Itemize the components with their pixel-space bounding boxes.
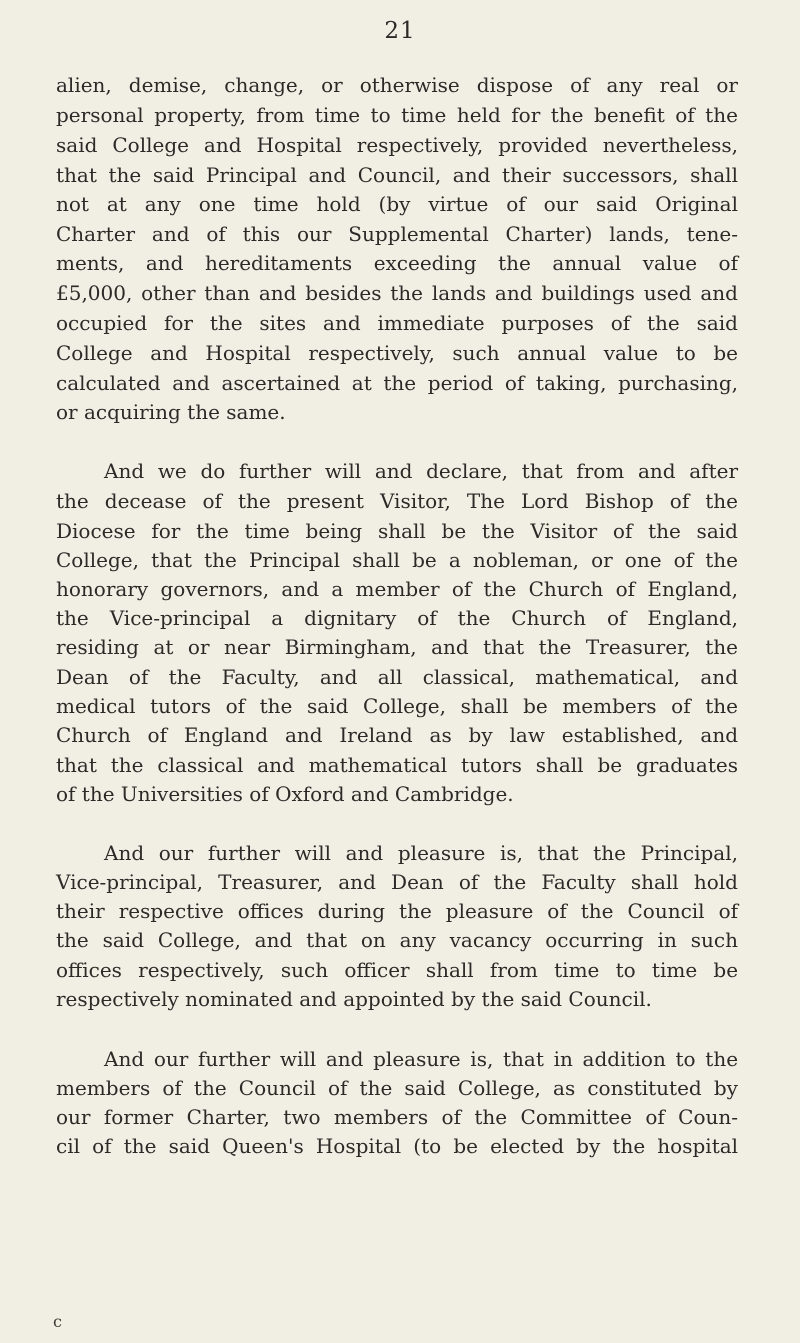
text-line-content: And our further will and pleasure is, that in addition to the (104, 1047, 739, 1071)
text-line-content: respectively nominated and appointed by the said Council. (56, 987, 652, 1011)
text-line-content: calculated and ascertained at the period of taking, purchasing, (56, 371, 739, 395)
text-line (0, 896, 800, 926)
text-line (0, 278, 800, 308)
text-line-content: College, that the Principal shall be a nobleman, or one of the (56, 548, 738, 572)
text-line (0, 838, 800, 868)
text-line (0, 955, 800, 985)
text-line-content: that the said Principal and Council, and their successors, shall (56, 163, 738, 187)
text-line (0, 662, 800, 692)
text-line (0, 456, 800, 486)
text-line-content: offices respectively, such officer shall from time to time be (56, 958, 739, 982)
text-line-content: residing at or near Birmingham, and that the Treasurer, the (56, 635, 739, 659)
text-line-content: Church of England and Ireland as by law established, and (56, 723, 739, 747)
text-line-content: £5,000, other than and besides the lands and buildings used and (56, 281, 738, 305)
text-line-content: ments, and hereditaments exceeding the annual value of (56, 251, 738, 275)
text-line (0, 1131, 800, 1161)
text-line-content: cil of the said Queen's Hospital (to be elected by the hospital (56, 1134, 739, 1158)
text-line-content: the Vice-principal a dignitary of the Church of England, (56, 606, 738, 630)
text-line (0, 720, 800, 750)
text-line (0, 1044, 800, 1074)
text-line-content: or acquiring the same. (56, 400, 286, 424)
text-line (0, 70, 800, 100)
text-line (0, 867, 800, 897)
text-line-content: Diocese for the time being shall be the Visitor of the said (56, 519, 738, 543)
text-line-content: said College and Hospital respectively, provided nevertheless, (56, 133, 739, 157)
text-line (0, 516, 800, 546)
text-line-content: our former Charter, two members of the Committee of Coun- (56, 1105, 739, 1129)
text-line (0, 160, 800, 190)
printer-signature-mark: c (53, 1312, 62, 1331)
text-line-content: the decease of the present Visitor, The Lord Bishop of the (56, 489, 739, 513)
text-line (0, 219, 800, 249)
text-line (0, 1073, 800, 1103)
text-line-content: Dean of the Faculty, and all classical, mathematical, and (56, 665, 738, 689)
text-line (0, 1102, 800, 1132)
page-number: 21 (384, 18, 416, 44)
text-line (0, 603, 800, 633)
text-line-content: medical tutors of the said College, shall be members of the (56, 694, 738, 718)
text-line-content: occupied for the sites and immediate purposes of the said (56, 311, 738, 335)
text-line (0, 779, 800, 809)
text-line-content: College and Hospital respectively, such annual value to be (56, 341, 739, 365)
text-line-content: of the Universities of Oxford and Cambridge. (56, 782, 514, 806)
text-line (0, 691, 800, 721)
text-line (0, 925, 800, 955)
text-line-content: members of the Council of the said College, as constituted by (56, 1076, 738, 1100)
text-line (0, 545, 800, 575)
text-line (0, 248, 800, 278)
text-line (0, 189, 800, 219)
text-line-content: And our further will and pleasure is, that the Principal, (104, 841, 738, 865)
text-line-content: honorary governors, and a member of the Church of England, (56, 577, 738, 601)
text-line-content: Charter and of this our Supplemental Charter) lands, tene- (56, 222, 739, 246)
text-line (0, 750, 800, 780)
text-line (0, 130, 800, 160)
text-line-content: the said College, and that on any vacancy occurring in such (56, 928, 738, 952)
text-line-content: that the classical and mathematical tutors shall be graduates (56, 753, 738, 777)
text-line (0, 100, 800, 130)
text-line-content: And we do further will and declare, that from and after (104, 459, 739, 483)
text-line (0, 338, 800, 368)
text-line (0, 574, 800, 604)
text-line-content: not at any one time hold (by virtue of our said Original (56, 192, 738, 216)
text-line (0, 984, 800, 1014)
text-line (0, 632, 800, 662)
text-line (0, 397, 800, 427)
text-line (0, 368, 800, 398)
text-line-content: alien, demise, change, or otherwise dispose of any real or (56, 73, 738, 97)
text-line-content: Vice-principal, Treasurer, and Dean of the Faculty shall hold (56, 870, 738, 894)
text-line-content: their respective offices during the pleasure of the Council of (56, 899, 739, 923)
text-line (0, 486, 800, 516)
text-line-content: personal property, from time to time held for the benefit of the (56, 103, 738, 127)
text-line (0, 308, 800, 338)
